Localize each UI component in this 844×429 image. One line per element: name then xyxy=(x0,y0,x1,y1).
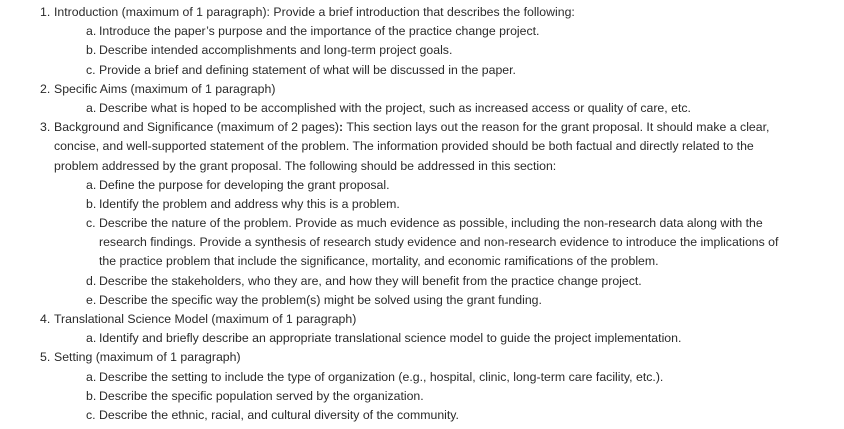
sub-item-text: Describe the nature of the problem. Provide as much evidence as possible, including the non-research data along with the xyxy=(99,216,763,231)
sub-item-text: Describe the stakeholders, who they are, and how they will benefit from the practice change project. xyxy=(99,273,642,288)
item-text: Translational Science Model (maximum of 1 paragraph) xyxy=(54,312,357,326)
item-text xyxy=(54,118,769,137)
list-item-1 xyxy=(0,3,844,22)
sub-item-4a xyxy=(0,329,844,348)
sub-item-letter: b. xyxy=(86,388,97,403)
sub-item-text: Introduce the paper’s purpose and the importance of the practice change project. xyxy=(99,24,540,39)
sub-item-continuation-line: the practice problem that include the significance, mortality, and economic ramifications of the problem. xyxy=(99,254,659,269)
sub-item-3a xyxy=(0,176,844,195)
sub-item-letter: c. xyxy=(86,407,96,422)
sub-item-3d xyxy=(0,272,844,291)
sub-item-letter: a. xyxy=(86,331,97,346)
sub-item-2a xyxy=(0,99,844,118)
item-text: Setting (maximum of 1 paragraph) xyxy=(54,350,241,365)
list-item-3 xyxy=(0,118,844,137)
item-text: Specific Aims (maximum of 1 paragraph) xyxy=(54,81,276,96)
sub-item-1b xyxy=(0,41,844,60)
item-description: This section lays out the reason for the grant proposal. It should make a clear, xyxy=(343,120,770,135)
list-item-4 xyxy=(0,310,844,329)
sub-item-5b xyxy=(0,387,844,406)
sub-item-letter: a. xyxy=(86,177,97,192)
sub-item-text: Identify and briefly describe an appropriate translational science model to guide the project implementation. xyxy=(99,331,682,346)
list-item-2 xyxy=(0,80,844,99)
sub-item-text: Identify the problem and address why this is a problem. xyxy=(99,196,400,211)
sub-item-letter: c. xyxy=(86,62,96,77)
item-number: 1. xyxy=(40,5,51,19)
item-text: Introduction (maximum of 1 paragraph): Provide a brief introduction that describes the following: xyxy=(54,5,575,19)
sub-item-5a xyxy=(0,368,844,387)
item-heading: Background and Significance (maximum of 2 pages) xyxy=(54,120,340,135)
sub-item-1c xyxy=(0,61,844,80)
sub-item-letter: e. xyxy=(86,292,97,307)
item-continuation-line: problem addressed by the grant proposal. The following should be addressed in this section: xyxy=(54,158,557,173)
item-number: 4. xyxy=(40,312,51,326)
item-number: 3. xyxy=(40,120,51,135)
sub-item-3c xyxy=(0,214,844,233)
sub-item-letter: d. xyxy=(86,273,97,288)
item-number: 5. xyxy=(40,350,51,365)
sub-item-3b xyxy=(0,195,844,214)
sub-item-text: Describe the specific way the problem(s) might be solved using the grant funding. xyxy=(99,292,542,307)
sub-item-1a xyxy=(0,22,844,41)
list-item-5 xyxy=(0,348,844,367)
sub-item-5c xyxy=(0,406,844,425)
sub-item-text: Describe the specific population served by the organization. xyxy=(99,388,424,403)
sub-item-continuation-line: research findings. Provide a synthesis of research study evidence and non-research evidence to introduce the implications of xyxy=(99,235,779,250)
sub-item-text: Describe the setting to include the type of organization (e.g., hospital, clinic, long-term care facility, etc.). xyxy=(99,369,664,384)
sub-item-letter: a. xyxy=(86,100,97,115)
sub-item-letter: a. xyxy=(86,369,97,384)
sub-item-letter: a. xyxy=(86,24,97,39)
sub-item-text: Define the purpose for developing the grant proposal. xyxy=(99,177,390,192)
sub-item-letter: b. xyxy=(86,196,97,211)
sub-item-text: Describe intended accomplishments and long-term project goals. xyxy=(99,43,453,58)
sub-item-3e xyxy=(0,291,844,310)
heading-colon: : xyxy=(339,120,344,135)
sub-item-letter: b. xyxy=(86,43,97,58)
item-continuation-line: concise, and well-supported statement of the problem. The information provided should be both factual and directly related to the xyxy=(54,139,754,154)
sub-item-letter: c. xyxy=(86,216,96,231)
sub-item-text: Provide a brief and defining statement of what will be discussed in the paper. xyxy=(99,62,516,77)
sub-item-text: Describe what is hoped to be accomplished with the project, such as increased access or quality of care, etc. xyxy=(99,100,691,115)
sub-item-text: Describe the ethnic, racial, and cultural diversity of the community. xyxy=(99,407,459,422)
item-number: 2. xyxy=(40,81,51,96)
